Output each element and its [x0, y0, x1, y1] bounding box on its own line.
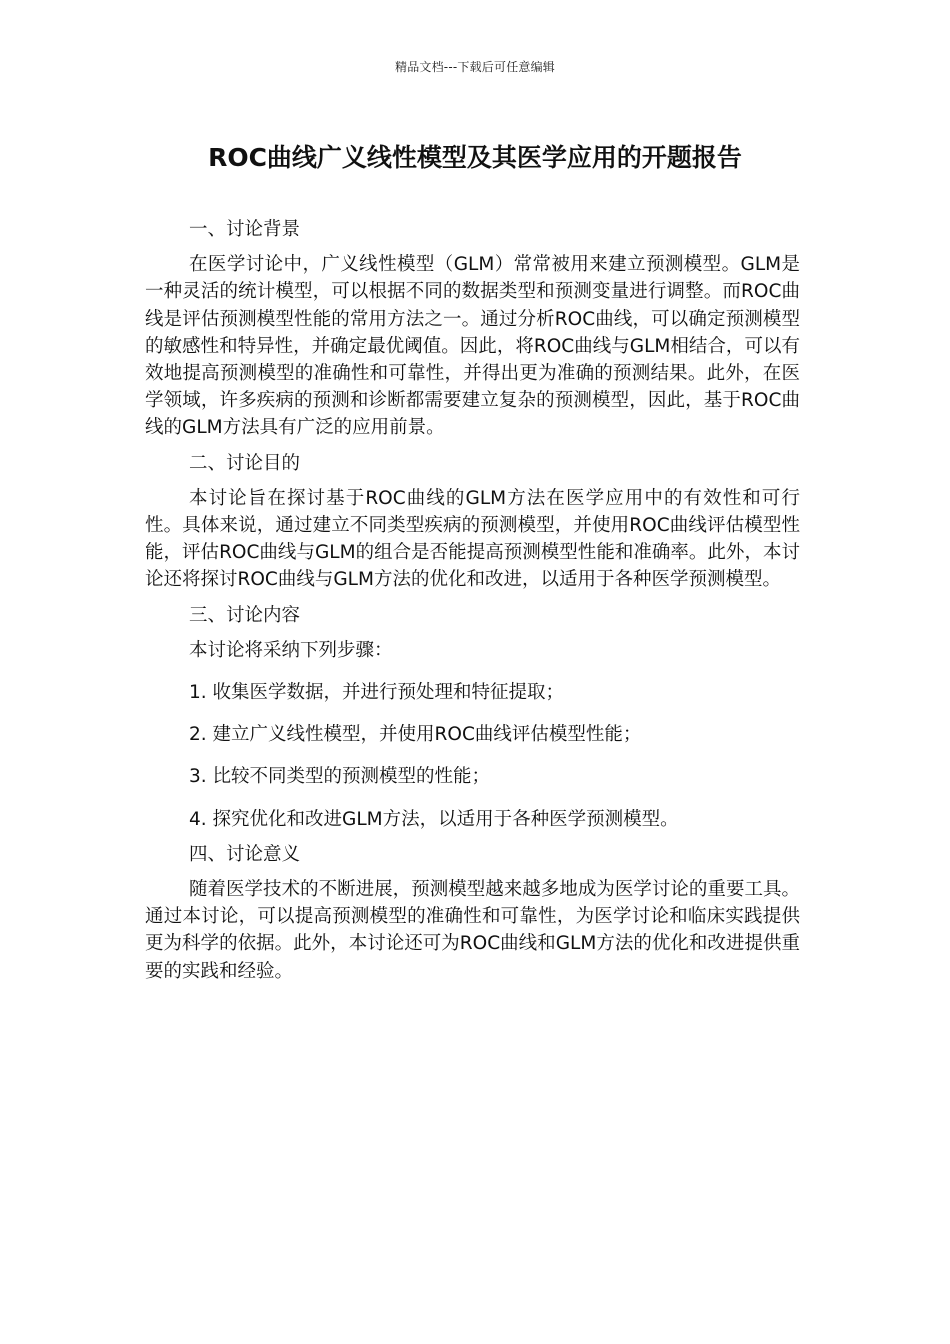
- header-note: 精品文档---下载后可任意编辑: [395, 60, 555, 74]
- document-body: [145, 216, 800, 993]
- document-title: ROC曲线广义线性模型及其医学应用的开题报告: [208, 143, 742, 172]
- step-item-3: 3. 比较不同类型的预测模型的性能；: [189, 766, 491, 788]
- section-lead-content: 本讨论将采纳下列步骤：: [189, 639, 393, 661]
- section-heading-purpose: 二、讨论目的: [189, 452, 301, 474]
- section-heading-background: 一、讨论背景: [189, 219, 301, 240]
- section-paragraph-purpose: 本讨论旨在探讨基于ROC曲线的GLM方法在医学应用中的有效性和可行性。具体来说，通过建立不同类型疾病的预测模型，并使用ROC曲线评估模型性能，评估ROC曲线与GLM的组合是否能提高预测模型性能和准确率。此外，本讨论还将探讨ROC曲线与GLM方法的优化和改进，以适用于各种医学预测模型。: [145, 487, 800, 591]
- section-paragraph-background: 在医学讨论中，广义线性模型（GLM）常常被用来建立预测模型。GLM是一种灵活的统计模型，可以根据不同的数据类型和预测变量进行调整。而ROC曲线是评估预测模型性能的常用方法之一。通过分析ROC曲线，可以确定预测模型的敏感性和特异性，并确定最优阈值。因此，将ROC曲线与GLM相结合，可以有效地提高预测模型的准确性和可靠性，并得出更为准确的预测结果。此外，在医学领域，许多疾病的预测和诊断都需要建立复杂的预测模型，因此，基于ROC曲线的GLM方法具有广泛的应用前景。: [145, 254, 800, 439]
- step-item-1: 1. 收集医学数据，并进行预处理和特征提取；: [189, 682, 565, 704]
- step-item-4: 4. 探究优化和改进GLM方法，以适用于各种医学预测模型。: [189, 808, 679, 830]
- section-paragraph-significance: 随着医学技术的不断进展，预测模型越来越多地成为医学讨论的重要工具。通过本讨论，可以提高预测模型的准确性和可靠性，为医学讨论和临床实践提供更为科学的依据。此外，本讨论还可为ROC曲线和GLM方法的优化和改进提供重要的实践和经验。: [145, 879, 800, 982]
- step-item-2: 2. 建立广义线性模型，并使用ROC曲线评估模型性能；: [189, 724, 642, 746]
- section-heading-significance: 四、讨论意义: [189, 843, 301, 865]
- section-heading-content: 三、讨论内容: [189, 604, 301, 626]
